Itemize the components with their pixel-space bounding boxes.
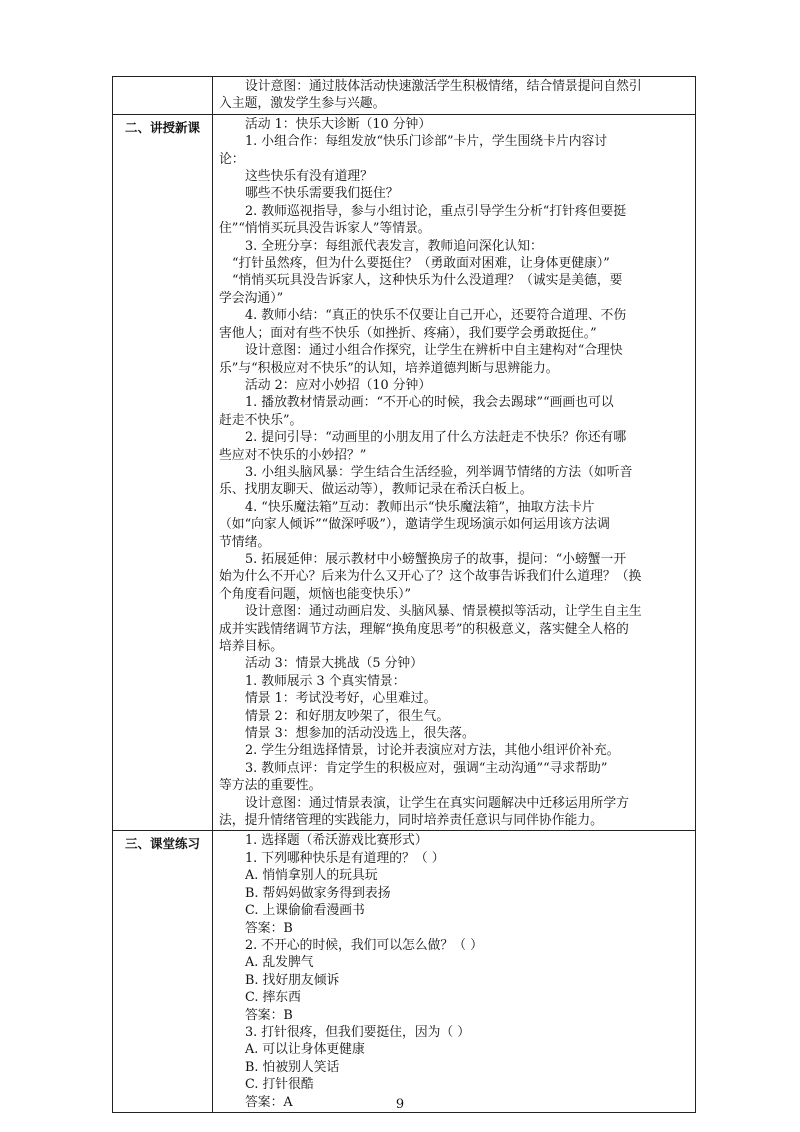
content-line: （如“向家人倾诉”“做深呼吸”），邀请学生现场演示如何运用该方法调 bbox=[219, 517, 610, 533]
content-line: 设计意图：通过小组合作探究，让学生在辨析中自主建构对“合理快 bbox=[245, 343, 623, 359]
content-line: 论： bbox=[219, 151, 245, 167]
content-line: B. 帮妈妈做家务得到表扬 bbox=[245, 885, 391, 901]
content-line: 活动 2：应对小妙招（10 分钟） bbox=[245, 377, 432, 393]
content-line: 情景 3：想参加的活动没选上，很失落。 bbox=[245, 726, 475, 742]
content-line: “打针虽然疼，但为什么要挺住？（勇敢面对困难，让身体更健康）” bbox=[232, 256, 610, 272]
content-line: 1. 教师展示 3 个真实情景： bbox=[245, 673, 406, 689]
content-line: 2. 学生分组选择情景，讨论并表演应对方法，其他小组评价补充。 bbox=[245, 743, 620, 759]
content-line: 成并实践情绪调节方法，理解“换角度思考”的积极意义，落实健全人格的 bbox=[219, 621, 629, 637]
content-line: 设计意图：通过情景表演，让学生在真实问题解决中迁移运用所学方 bbox=[245, 795, 629, 811]
section-content bbox=[213, 77, 696, 115]
content-line: 入主题，激发学生参与兴趣。 bbox=[219, 96, 386, 112]
content-line: 1. 小组合作：每组发放“快乐门诊部”卡片，学生围绕卡片内容讨 bbox=[245, 134, 608, 150]
content-line: 2. 提问引导：“动画里的小朋友用了什么方法赶走不快乐？你还有哪 bbox=[245, 430, 627, 446]
content-line: 情景 1：考试没考好，心里难过。 bbox=[245, 691, 437, 707]
content-line: 乐”与“积极应对不快乐”的认知，培养道德判断与思辨能力。 bbox=[219, 360, 559, 376]
content-line: 害他人；面对有些不快乐（如挫折、疼痛），我们要学会勇敢挺住。” bbox=[219, 325, 597, 341]
content-line: 1. 播放教材情景动画：“不开心的时候，我会去踢球”“画画也可以 bbox=[245, 395, 614, 411]
content-line: 等方法的重要性。 bbox=[219, 778, 322, 794]
content-line: A. 乱发脾气 bbox=[245, 955, 314, 971]
page-number: 9 bbox=[395, 1097, 405, 1112]
content-line: A. 可以让身体更健康 bbox=[245, 1042, 365, 1058]
content-line: 4. 教师小结：“真正的快乐不仅要让自己开心，还要符合道理、不伤 bbox=[245, 308, 627, 324]
content-line: A. 悄悄拿别人的玩具玩 bbox=[245, 868, 378, 884]
class-practice-row bbox=[113, 831, 696, 1113]
content-line: 些应对不快乐的小妙招？” bbox=[219, 447, 367, 463]
content-line: 活动 3：情景大挑战（5 分钟） bbox=[245, 656, 423, 672]
content-line: 3. 全班分享：每组派代表发言，教师追问深化认知： bbox=[245, 238, 543, 254]
content-line: 哪些不快乐需要我们挺住？ bbox=[245, 186, 399, 202]
section-label: 二、讲授新课 bbox=[113, 114, 213, 831]
content-line: 培养目标。 bbox=[219, 639, 283, 654]
new-lesson-row bbox=[113, 114, 696, 831]
content-line: C. 摔东西 bbox=[245, 990, 301, 1006]
content-line: 设计意图：通过动画启发、头脑风暴、情景模拟等活动，让学生自主生 bbox=[245, 604, 642, 620]
content-line: 3. 小组头脑风暴：学生结合生活经验，列举调节情绪的方法（如听音 bbox=[245, 464, 633, 480]
content-line: 活动 1：快乐大诊断（10 分钟） bbox=[245, 116, 432, 132]
content-line: 始为什么不开心？后来为什么又开心了？这个故事告诉我们什么道理？（换 bbox=[219, 569, 642, 585]
content-line: 个角度看问题，烦恼也能变快乐）” bbox=[219, 586, 412, 602]
content-line: C. 打针很酷 bbox=[245, 1077, 314, 1093]
content-line: 法，提升情绪管理的实践能力，同时培养责任意识与同伴协作能力。 bbox=[219, 813, 603, 829]
section-label: 三、课堂练习 bbox=[113, 831, 213, 1113]
content-line: 这些快乐有没有道理？ bbox=[245, 169, 373, 185]
content-line: 节情绪。 bbox=[219, 534, 271, 550]
content-line: 赶走不快乐”。 bbox=[219, 412, 303, 428]
content-line: B. 怕被别人笑话 bbox=[245, 1059, 340, 1075]
lesson-plan-body bbox=[113, 77, 696, 1113]
content-line: 乐、找朋友聊天、做运动等），教师记录在希沃白板上。 bbox=[219, 482, 533, 498]
section-content bbox=[213, 831, 696, 1113]
content-line: B. 找好朋友倾诉 bbox=[245, 972, 340, 988]
content-line: 2. 教师巡视指导，参与小组讨论，重点引导学生分析“打针疼但要挺 bbox=[245, 203, 627, 219]
content-line: 答案：B bbox=[245, 1007, 293, 1023]
section-content bbox=[213, 114, 696, 831]
content-line: 情景 2：和好朋友吵架了，很生气。 bbox=[245, 708, 450, 724]
content-line: 学会沟通）” bbox=[219, 290, 284, 306]
content-line: 3. 教师点评：肯定学生的积极应对，强调“主动沟通”“寻求帮助” bbox=[245, 760, 608, 776]
content-line: “悄悄买玩具没告诉家人，这种快乐为什么没道理？（诚实是美德，要 bbox=[232, 273, 623, 289]
content-line: 住”“悄悄买玩具没告诉家人”等情景。 bbox=[219, 221, 431, 237]
design-intent-row bbox=[113, 77, 696, 115]
content-line: 答案：B bbox=[245, 920, 293, 936]
section-label bbox=[113, 77, 213, 115]
content-line: 4. “快乐魔法箱”互动：教师出示“快乐魔法箱”，抽取方法卡片 bbox=[245, 499, 595, 515]
content-line: 2. 不开心的时候，我们可以怎么做？（ ） bbox=[245, 937, 483, 953]
content-line: 3. 打针很疼，但我们要挺住，因为（ ） bbox=[245, 1024, 471, 1040]
content-line: 5. 拓展延伸：展示教材中小螃蟹换房子的故事，提问：“小螃蟹一开 bbox=[245, 551, 627, 567]
lesson-plan-table bbox=[112, 76, 696, 1113]
content-line: 1. 选择题（希沃游戏比赛形式） bbox=[245, 833, 428, 849]
content-line: 1. 下列哪种快乐是有道理的？（ ） bbox=[245, 850, 445, 866]
content-line: C. 上课偷偷看漫画书 bbox=[245, 903, 365, 919]
content-line: 答案：A bbox=[245, 1094, 293, 1110]
content-line: 设计意图：通过肢体活动快速激活学生积极情绪，结合情景提问自然引 bbox=[245, 79, 642, 94]
